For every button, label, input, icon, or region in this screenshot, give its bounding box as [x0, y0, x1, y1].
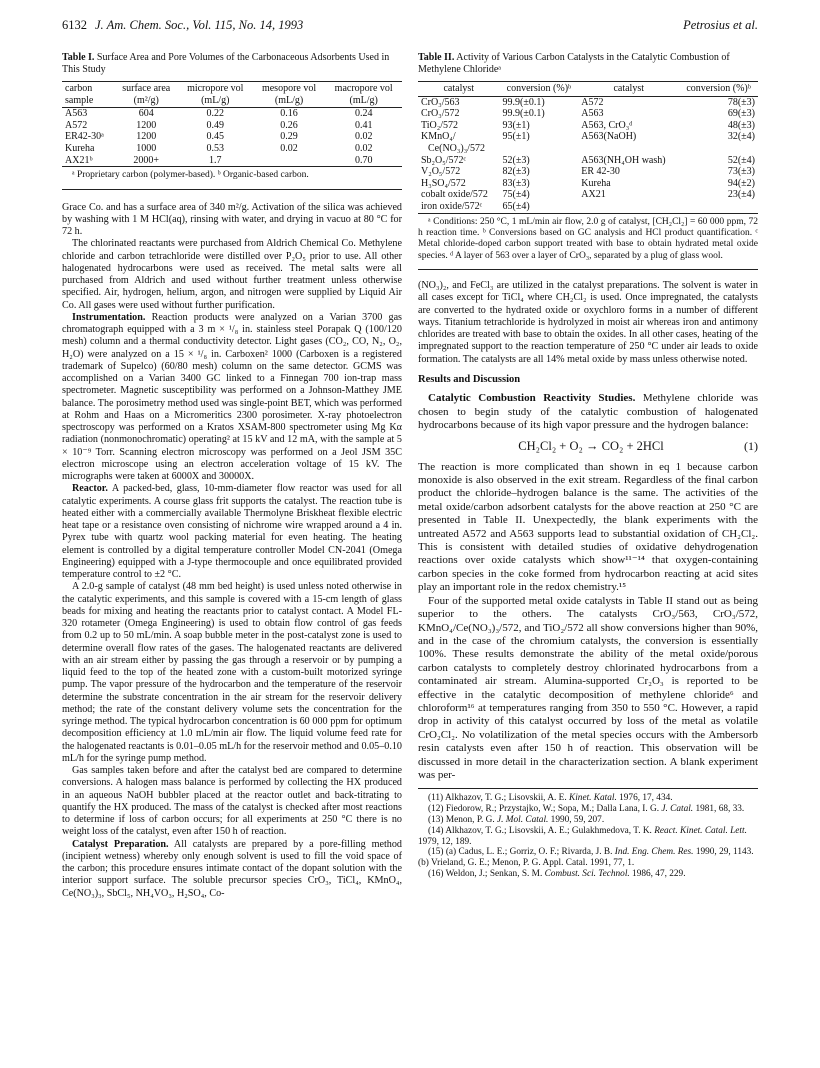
reference-details: 1990, 29, 1143. (b) Vrieland, G. E.; Menon, P. G. Appl. Catal. 1991, 77, 1. [418, 847, 754, 869]
reference-details: 1986, 47, 229. [629, 868, 686, 879]
table2-cell: 48(±3) [727, 119, 755, 131]
table2 [418, 81, 758, 214]
table1-col-header: macropore vol (mL/g) [334, 83, 393, 106]
table2-cell: H₃SO₄/572 [421, 177, 466, 189]
reference-journal: Combust. Sci. Technol. [544, 868, 630, 879]
reference-item [418, 847, 758, 869]
table1-col-header: carbon sample [65, 83, 94, 106]
table2-cell: A563, CrO₃ᵈ [581, 119, 633, 131]
left-column [62, 52, 402, 900]
table2-header-row [418, 82, 758, 97]
table1-header-row [62, 82, 402, 108]
table1-cell: 1.7 [209, 154, 222, 166]
table2-cell: Kureha [581, 177, 611, 189]
table1-cell: 0.26 [280, 119, 298, 131]
table1-cell: 0.02 [354, 131, 373, 143]
reference-number: (12) [428, 804, 444, 815]
paragraph-text: A packed-bed, glass, 10-mm-diameter flow reactor was used for all catalytic experiments. A course glass frit supports the catalyst. The reaction tube is heated either with a commercially available Thermolyne Briskheat flexible electric heat tape or a resistance oven consisting of nichrome wire wrapped around a 4 in. Pyrex tube with quartz wool packing material for even heating. The heating element is controlled by a digital temperature controller Model CN-2041 (Omega Engineering) equipped with a J-type thermocouple and once equilibrated provided temperature control to ±2 °C. [62, 483, 402, 581]
reference-details: 1990, 59, 207. [548, 814, 605, 825]
table2-cell: iron oxide/572ᶜ [421, 200, 483, 212]
table2-row [418, 108, 758, 120]
reference-details: 1976, 17, 434. [616, 793, 673, 804]
table1-footnote: ᵃ Proprietary carbon (polymer-based). ᵇ Organic-based carbon. [62, 170, 402, 189]
table2-cell: Ce(NO₃)₃/572 [428, 142, 485, 154]
table1-cell: 604 [138, 108, 154, 120]
runin-heading: Reactor. [72, 483, 108, 495]
paragraph-instrumentation [62, 312, 402, 484]
table1-cell: 1000 [136, 142, 157, 154]
reference-number: (15) [428, 847, 444, 858]
table2-cell [500, 143, 579, 155]
table2-cell [578, 143, 679, 155]
reference-authors: (a) Cadus, L. E.; Gorriz, O. F.; Rivarda, J. B. [445, 847, 615, 858]
table1-cell: A572 [65, 119, 88, 131]
running-head-left [62, 18, 303, 33]
reference-item [418, 804, 758, 815]
paragraph: The chlorinated reactants were purchased from Aldrich Chemical Co. Methylene chloride and carbon tetrachloride were distilled over P₂O₅ prior to use. All other halogenated hydrocarbons were used as received. The metal salts were all purchased from Aldrich and used without further treatment unless otherwise specified. Air, hydrogen, helium, argon, and nitrogen were supplied by Liquid Air Co. All gases were used without further purification. [62, 238, 402, 311]
table2-row [418, 189, 758, 201]
runin-heading: Instrumentation. [72, 311, 146, 323]
paragraph-text: Methylene chloride was chosen to begin study of the catalytic combustion of halogenated hydrocarbons because of its high vapor pressure and the hydrogen balance: [418, 392, 759, 431]
table2-label: Table II. [418, 52, 455, 63]
table2-cell: Sb₂O₅/572ᶜ [421, 154, 467, 166]
table2-cell: ER 42-30 [581, 166, 620, 178]
section-heading: Results and Discussion [418, 373, 521, 385]
table1-cell: 0.29 [280, 131, 298, 143]
table2-cell: 99.9(±0.1) [502, 96, 545, 108]
table2-cell: V₂O₅/572 [421, 166, 461, 178]
reference-number: (14) [428, 825, 444, 836]
page-number: 6132 [62, 18, 87, 32]
equation-text: CH₂Cl₂ + O₂ → CO₂ + 2HCl [518, 439, 664, 454]
table2-cell: 93(±1) [502, 119, 530, 131]
table2-cell [679, 201, 758, 213]
table2-cell: 94(±2) [727, 177, 755, 189]
paragraph: Four of the supported metal oxide catalysts in Table II stand out as being superior to the others. The catalysts CrO₃/563, CrO₃/572, KMnO₄/Ce(NO₃)₃/572, and TiO₂/572 all show conversions higher than 90%, and in the case of the chromium catalysts, the conversion is essentially 100%. These results demonstrate the ability of the metal oxide/porous carbon catalysts to completely destroy chlorinated hydrocarbons from a contaminated air stream. Alumina-supported Cr₂O₃ is reported to be effective in the catalytic decomposition of methylene chloride⁶ and chloroform¹⁶ at temperatures ranging from 350 to 550 °C. However, a rapid drop in activity of this catalyst occurred by loss of the metal as volatile CrO₂Cl₂. No volatilization of the metal species occurs with the Ambersorb resin catalysts even after 150 h of reaction. This observation will be discussed in more detail in the characterization section. A blank experiment was per- [418, 594, 758, 781]
table2-cell: 65(±4) [502, 200, 530, 212]
paragraph-reactivity-studies [418, 392, 758, 432]
table2-cell: 32(±4) [727, 131, 755, 143]
table2-cell: 69(±3) [727, 108, 755, 120]
equation-number: (1) [744, 439, 758, 454]
equation [418, 440, 758, 452]
table1-cell: 0.70 [354, 154, 373, 166]
reference-number: (16) [428, 868, 444, 879]
table2-col-header: catalyst [613, 83, 644, 94]
table1-cell: 0.24 [354, 108, 373, 120]
reference-item [418, 826, 758, 848]
table1-cell: ER42-30ᵃ [65, 131, 104, 143]
table2-cell: A563(NH₄OH wash) [581, 154, 666, 166]
table2-cell: 23(±4) [727, 189, 755, 201]
table1-row [62, 108, 402, 120]
table2-cell: 99.9(±0.1) [502, 108, 545, 120]
reference-details: 1979, 12, 189. [418, 836, 472, 847]
table1-cell: 0.16 [280, 108, 298, 120]
table2-row [418, 120, 758, 132]
paragraph: Grace Co. and has a surface area of 340 m²/g. Activation of the silica was achieved by washing with 1 M HCl(aq), rinsing with water, and drying in vacuo at 80 °C for 72 h. [62, 201, 402, 238]
reference-journal: J. Catal. [661, 804, 694, 815]
table2-col-header: conversion (%)ᵇ [506, 83, 572, 94]
reference-item [418, 793, 758, 804]
table2-caption [418, 52, 758, 76]
table2-row [418, 96, 758, 108]
table2-cell: A563(NaOH) [581, 131, 637, 143]
table1-caption-text: Surface Area and Pore Volumes of the Carbonaceous Adsorbents Used in This Study [62, 52, 390, 75]
reference-authors: Alkhazov, T. G.; Lisovskii, A. E.; Gulakhmedova, T. K. [445, 825, 655, 836]
table1-cell: 1200 [136, 119, 157, 131]
table1-cell: 0.45 [206, 131, 224, 143]
table1-cell: A563 [65, 108, 88, 120]
table1-cell: 0.22 [206, 108, 224, 120]
table2-row [418, 131, 758, 143]
table2-cell: A572 [581, 96, 604, 108]
table2-cell: CrO₃/563 [421, 96, 460, 108]
table2-cell: AX21 [581, 189, 606, 201]
table1-label: Table I. [62, 52, 95, 63]
table1-col-header: micropore vol (mL/g) [187, 83, 244, 106]
table1-row [62, 120, 402, 132]
table1-cell: 0.02 [280, 142, 298, 154]
table2-row [418, 201, 758, 213]
table2-caption-text: Activity of Various Carbon Catalysts in the Catalytic Combustion of Methylene Chlorideᵃ [418, 52, 730, 75]
paragraph-catalyst-preparation [62, 839, 402, 900]
table1-col-header: surface area (m²/g) [122, 83, 171, 106]
table2-cell: KMnO₄/ [421, 131, 456, 143]
reference-authors: Fiedorow, R.; Przystajko, W.; Sopa, M.; Dalla Lana, I. G. [445, 804, 662, 815]
table1-caption [62, 52, 402, 76]
table1-cell [253, 155, 326, 167]
paragraph-text: Reaction products were analyzed on a Varian 3700 gas chromatograph equipped with a 3 m × ¹/₈ in. stainless steel Porapak Q (100/120 mesh) column and a thermal conductivity detector. Light gases (CO₂, CO, N₂, O₂, H₂O) were analyzed on a 15 × ¹/₈ in. Carboxen² 1000 (Carboxen is a registered trademark of Supelco) (60/80 mesh) column on the same detector. GCMS was accomplished on a Varian 3400 GC linked to a Finnegan 700 ion-trap mass spectrometer. Magnetic susceptibility was performed on a Johnson-Matthey JME balance. The porosimetry method used was single-point BET, which was performed at Rohm and Haas on a Micromeritics 2300 porosimeter. X-ray photoelectron spectroscopy was performed on a Kratos XSAM-800 spectrometer using Mg Kα radiation (nonmonochromatic) operating² at 15 kV and 12 mA, with the sample at 5 × 10⁻⁹ Torr. Scanning electron microscopy was performed on a Jeol JSM 35C electron microscope using an electron acceleration voltage of 15 kV. The micrographs were taken at 6000X and 30000X. [62, 311, 402, 483]
table2-cell: 95(±1) [502, 131, 530, 143]
table2-col-header: catalyst [443, 83, 475, 94]
table2-cell: 75(±4) [502, 189, 530, 201]
table2-cell: 52(±4) [727, 154, 755, 166]
table2-cell: 52(±3) [502, 154, 530, 166]
table2-cell: 83(±3) [502, 177, 530, 189]
paragraph: A 2.0-g sample of catalyst (48 mm bed height) is used unless noted otherwise in the catalytic experiments, and this sample is covered with a 15-cm length of glass beads for mixing and heating the reactants prior to catalyst contact. A Model FL-320 rotameter (Omega Engineering) is used to obtain flow control of gas feeds from 0.2 up to 50 mL/min. A soap bubble meter in the post-catalyst zone is used to determine overall flow rates of the gases. The halogenated reactants are delivered with an air stream either by passing the gas through a reservoir or by pumping a liquid feed to the top of the heated zone with a custom-built motorized syringe pump. The vapor pressure of the hydrocarbon and the temperature of the reservoir determine the substrate concentration in the air stream for the reservoir delivery method; the rate of the constant delivery volume sets the concentration for the syringe method. The typical hydrocarbon concentration is 60 000 ppm for optimum decomposition efficiency at 1.0 mL/min air flow. The liquid volume feed rate for the halogenated reactants is 0.01–0.05 mL/h for the reservoir method and 0.05–0.10 mL/h for the syringe pump method. [62, 581, 402, 764]
table1-cell: 1200 [136, 131, 157, 143]
running-head [62, 18, 758, 36]
journal-citation: J. Am. Chem. Soc., Vol. 115, No. 14, 1993 [95, 18, 304, 32]
table2-col-header: conversion (%)ᵇ [686, 83, 751, 94]
reference-item [418, 815, 758, 826]
reference-number: (11) [428, 793, 444, 804]
table2-cell [679, 143, 758, 155]
right-column [418, 52, 758, 880]
reference-journal: J. Mol. Catal. [496, 814, 549, 825]
paragraph-reactor [62, 483, 402, 581]
table2-cell: cobalt oxide/572 [421, 189, 488, 201]
table1-row [62, 155, 402, 167]
table2-footnote: ᵃ Conditions: 250 °C, 1 mL/min air flow, 2.0 g of catalyst, [CH₂Cl₂] = 60 000 ppm, 72 h reaction time. ᵇ Conversions based on GC analysis and HCl product quantification. ᶜ Metal chloride-doped carbon support treated with base to obtain hydrated metal oxide species. ᵈ A layer of 563 over a layer of CrO₃, separated by a plug of glass wool. [418, 217, 758, 271]
running-head-authors: Petrosius et al. [683, 18, 758, 32]
table2-row [418, 178, 758, 190]
reference-journal: Kinet. Katal. [569, 793, 617, 804]
paragraph: (NO₃)₂, and FeCl₃ are utilized in the catalyst preparations. The solvent is water in all cases except for TiCl₄ where CH₂Cl₂ is used. Once impregnated, the catalysts are converted to the hydrated oxide or oxychloro forms in a number of different ways. Titanium tetrachloride is hydrolyzed in moist air whereas iron and antimony chlorides are treated with base to obtain the oxides. In all other cases, heating of the impregnated support to the reaction temperature of 250 °C under air leads to oxide formation. The catalysts are all 14% metal oxide by mass unless otherwise noted. [418, 280, 758, 365]
paragraph: The reaction is more complicated than shown in eq 1 because carbon monoxide is also observed in the exit stream. Regardless of the final carbon product the chloride–hydrogen balance is the same. The activities of the metal oxide/carbon adsorbent catalysts for the above reaction at 250 °C are presented in Table II. Unexpectedly, the blank experiments with the untreated A572 and A563 supports lead to substantial oxidation of CH₂Cl₂. This is consistent with detailed studies of oxidative dehydrogenation reactions over oxide catalysts which show¹¹⁻¹⁴ that oxygen-containing carbon species in the coke formed from hydrocarbon reacting at acid sites play an important role in the redox chemistry.¹⁵ [418, 460, 758, 594]
table1-cell: 2000+ [133, 154, 160, 166]
table1-cell: 0.53 [206, 142, 224, 154]
table1-cell: Kureha [65, 142, 95, 154]
table2-cell [578, 201, 679, 213]
table2-cell: 78(±3) [727, 96, 755, 108]
table2-cell: A563 [581, 108, 604, 120]
reference-journal: React. Kinet. Catal. Lett. [654, 825, 747, 836]
table2-cell: 73(±3) [727, 166, 755, 178]
table1-row [62, 143, 402, 155]
reference-item [418, 869, 758, 880]
runin-heading: Catalyst Preparation. [72, 838, 169, 850]
reference-authors: Menon, P. G. [445, 814, 497, 825]
table2-row [418, 155, 758, 167]
runin-heading: Catalytic Combustion Reactivity Studies. [428, 392, 636, 405]
table1-cell: 0.49 [206, 119, 224, 131]
table1 [62, 81, 402, 167]
table2-cell: TiO₂/572 [421, 119, 459, 131]
reference-number: (13) [428, 814, 444, 825]
paragraph: Gas samples taken before and after the catalyst bed are compared to determine conversions. A halogen mass balance is performed by collecting the HX produced in an aqueous NaOH bubbler placed at the reactor outlet and back-titrating to quantify the HX produced. The mass of the catalyst is checked after most reactions to determine if loss of carbon occurs; for all experiments at 250 °C there is no weight loss of the catalyst, even after 150 h of reaction. [62, 765, 402, 838]
references [418, 788, 758, 879]
reference-authors: Alkhazov, T. G.; Lisovskii, A. E. [444, 793, 570, 804]
table2-cell: 82(±3) [502, 166, 530, 178]
table2-row [418, 166, 758, 178]
reference-authors: Weldon, J.; Senkan, S. M. [445, 868, 545, 879]
table1-row [62, 131, 402, 143]
table1-col-header: mesopore vol (mL/g) [261, 83, 317, 106]
paragraph-text: All catalysts are prepared by a pore-filling method (incipient wetness) whereby only enough solvent is used to fill the void space of the carbon; this procedure ensures intimate contact of the dopant solution with the interior support surface. The soluble precursor species CrO₃, TiCl₄, KMnO₄, Ce(NO₃)₃, SbCl₅, NH₄VO₃, H₂SO₄, Co- [62, 838, 402, 899]
table1-cell: 0.02 [354, 142, 373, 154]
reference-details: 1981, 68, 33. [693, 804, 745, 815]
table1-cell: 0.41 [354, 119, 373, 131]
table2-cell: CrO₃/572 [421, 108, 460, 120]
table2-row [418, 143, 758, 155]
table1-cell: AX21ᵇ [65, 154, 93, 166]
reference-journal: Ind. Eng. Chem. Res. [614, 847, 694, 858]
